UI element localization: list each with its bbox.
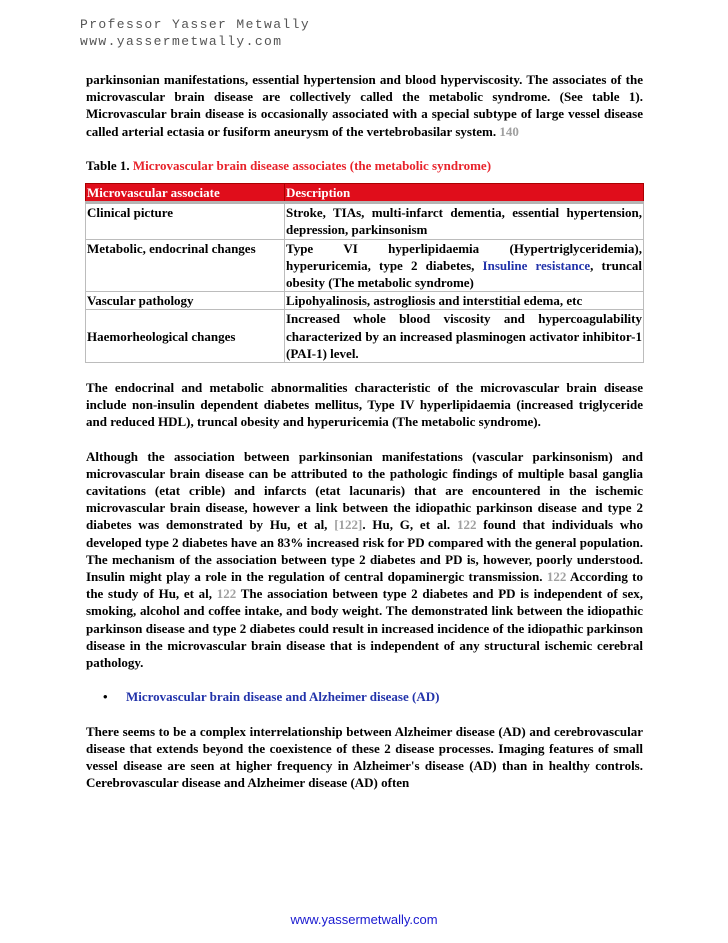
- header-website: www.yassermetwally.com: [80, 34, 283, 49]
- table-cell-description: Lipohyalinosis, astrogliosis and interstitial edema, etc: [285, 292, 644, 310]
- table-header-associate: Microvascular associate: [86, 184, 285, 203]
- table-cell-description: Stroke, TIAs, multi-infarct dementia, essential hypertension, depression, parkinsonism: [285, 203, 644, 239]
- table-row: [86, 239, 644, 292]
- paragraph-text: Although the association between parkinsonian manifestations (vascular parkinsonism) and microvascular brain disease can be attributed to the pathologic findings of multiple basal ganglia cavitations (etat crible) and infarcts (etat lacunaris) that are encountered in the ischemic microvascular brain disease, however a link between the idiopathic parkinson disease and type 2 diabetes was demonstrated by Hu, et al,: [86, 448, 643, 533]
- section-heading: Microvascular brain disease and Alzheimer disease (AD): [126, 689, 440, 705]
- paragraph-intro-text: parkinsonian manifestations, essential hypertension and blood hyperviscosity. The associates of the microvascular brain disease are collectively called the metabolic syndrome. (See table 1). Microvascular brain disease is occasionally associated with a special subtype of large vessel disease called arterial ectasia or fusiform aneurysm of the vertebrobasilar system.: [86, 72, 643, 139]
- table-caption: [86, 157, 643, 174]
- table-header-row: [86, 184, 644, 203]
- table-cell-description: [285, 239, 644, 292]
- table-header-description: Description: [285, 184, 644, 203]
- paragraph-text: According to the study of Hu, et al,: [86, 569, 643, 602]
- citation-ref[interactable]: 122: [216, 586, 237, 602]
- bullet-icon: •: [103, 689, 108, 705]
- table-cell-associate: Metabolic, endocrinal changes: [86, 239, 285, 292]
- header-author: Professor Yasser Metwally: [80, 17, 311, 32]
- citation-ref[interactable]: [122]: [334, 517, 363, 533]
- page-header: [80, 16, 310, 50]
- table-row: [86, 203, 644, 239]
- paragraph-alzheimer: There seems to be a complex interrelationship between Alzheimer disease (AD) and cerebrovascular disease that extends beyond the coexistence of these 2 disease processes. Imaging features of small vessel disease are seen at higher frequency in Alzheimer's disease (AD) than in healthy controls. Cerebrovascular disease and Alzheimer disease (AD) often: [86, 723, 643, 791]
- paragraph-text: found that individuals who developed type 2 diabetes have an 83% increased risk for PD compared with the general population. The mechanism of the association between type 2 diabetes and PD is, however, poorly understood. Insulin might play a role in the regulation of central dopaminergic transmission.: [86, 517, 644, 585]
- paragraph-parkinson: [86, 448, 643, 672]
- table-cell-associate: Clinical picture: [86, 203, 285, 239]
- table-cell-associate: Vascular pathology: [86, 292, 285, 310]
- table-cell-description: Increased whole blood viscosity and hypercoagulability characterized by an increased plasminogen activator inhibitor-1 (PAI-1) level.: [286, 311, 642, 361]
- footer-link[interactable]: www.yassermetwally.com: [290, 912, 438, 927]
- citation-ref[interactable]: 122: [456, 517, 477, 533]
- paragraph-text: The association between type 2 diabetes and PD is independent of sex, smoking, alcohol and coffee intake, and body weight. The demonstrated link between the idiopathic parkinson disease and type 2 diabetes could result in increased incidence of the idiopathic parkinson disease in the microvascular brain disease that is independent of any structural ischemic cerebral pathology.: [86, 586, 644, 671]
- paragraph-text: . Hu, G, et al.: [362, 517, 451, 533]
- table-caption-title: Microvascular brain disease associates (the metabolic syndrome): [132, 157, 492, 173]
- table-row: [86, 310, 644, 363]
- citation-ref[interactable]: 140: [499, 123, 519, 139]
- paragraph-intro: [86, 71, 643, 140]
- citation-ref[interactable]: 122: [546, 569, 567, 585]
- associates-table: [85, 183, 644, 363]
- description-text: , truncal obesity (The metabolic syndrome): [286, 257, 642, 291]
- table-row: [86, 292, 644, 310]
- paragraph-metabolic: The endocrinal and metabolic abnormalities characteristic of the microvascular brain disease include non-insulin dependent diabetes mellitus, Type IV hyperlipidaemia (increased triglyceride and reduced HDL), truncal obesity and hyperuricemia (The metabolic syndrome).: [86, 380, 643, 430]
- table-cell-associate: Haemorheological changes: [86, 310, 285, 363]
- document-body: [86, 71, 643, 791]
- section-bullet: [86, 688, 643, 705]
- insuline-resistance-link[interactable]: Insuline resistance: [482, 257, 591, 273]
- description-text: Type VI hyperlipidaemia (Hypertriglyceridemia), hyperuricemia, type 2 diabetes,: [286, 240, 642, 273]
- table-caption-label: Table 1.: [86, 157, 130, 173]
